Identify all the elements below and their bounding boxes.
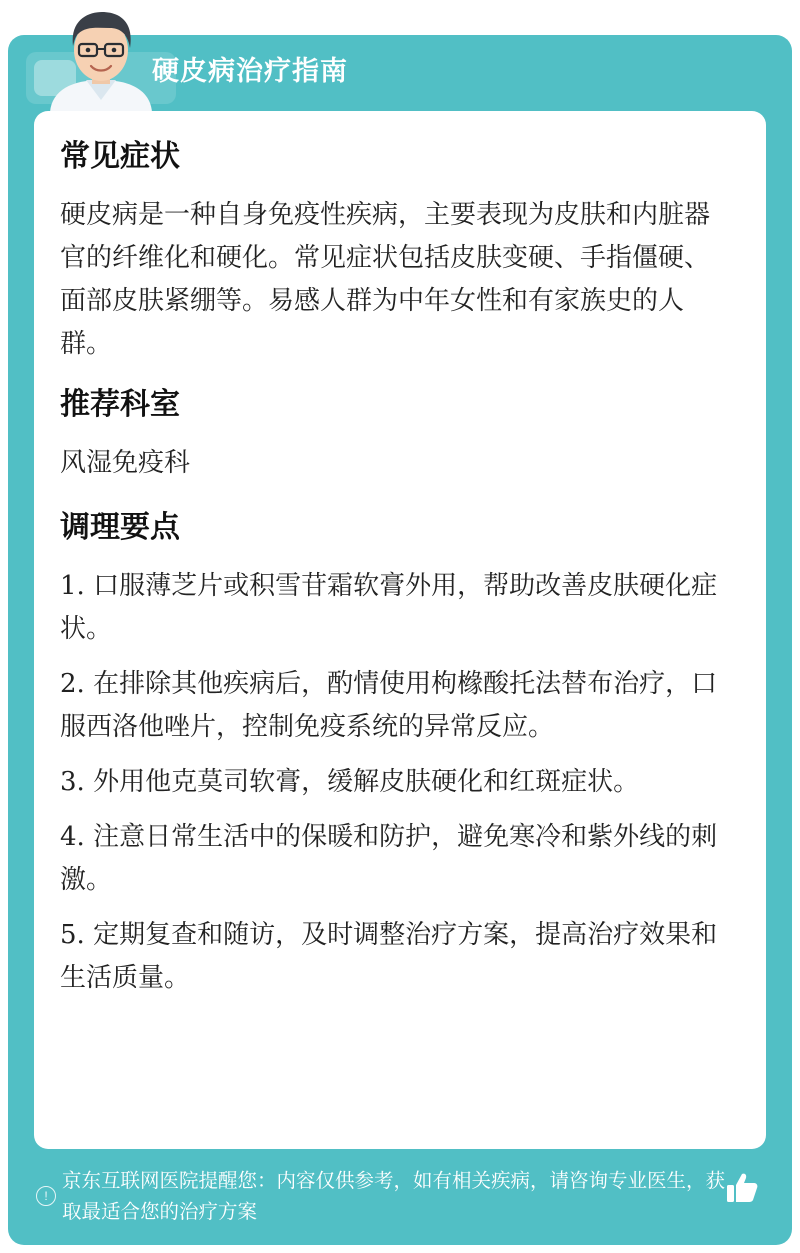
list-item-number: 5. — [60, 920, 85, 950]
footer-disclaimer: 京东互联网医院提醒您：内容仅供参考，如有相关疾病，请咨询专业医生，获取最适合您的治疗方案 — [62, 1169, 726, 1223]
list-item — [60, 816, 730, 902]
thumbs-up-icon[interactable] — [724, 1170, 760, 1206]
symptoms-heading: 常见症状 — [60, 139, 180, 174]
list-item-number: 2. — [60, 669, 85, 699]
list-item — [60, 663, 730, 749]
guide-content — [60, 128, 730, 1012]
care-list — [60, 565, 730, 1000]
department-text: 风湿免疫科 — [60, 448, 191, 478]
list-item-number: 3. — [60, 767, 85, 797]
list-item — [60, 914, 730, 1000]
list-item-text: 口服薄芝片或积雪苷霜软膏外用，帮助改善皮肤硬化症状。 — [60, 571, 718, 644]
list-item — [60, 565, 730, 651]
list-item — [60, 761, 730, 804]
symptoms-text: 硬皮病是一种自身免疫性疾病，主要表现为皮肤和内脏器官的纤维化和硬化。常见症状包括皮肤变硬、手指僵硬、面部皮肤紧绷等。易感人群为中年女性和有家族史的人群。 — [60, 200, 711, 359]
page-title: 硬皮病治疗指南 — [152, 56, 348, 87]
list-item-text: 注意日常生活中的保暖和防护，避免寒冷和紫外线的刺激。 — [60, 822, 718, 895]
list-item-text: 外用他克莫司软膏，缓解皮肤硬化和红斑症状。 — [93, 767, 640, 797]
info-circle-icon: ! — [36, 1186, 56, 1206]
list-item-number: 1. — [60, 571, 85, 601]
list-item-text: 定期复查和随访，及时调整治疗方案，提高治疗效果和生活质量。 — [60, 920, 718, 993]
doctor-avatar — [42, 6, 160, 112]
list-item-number: 4. — [60, 822, 85, 852]
list-item-text: 在排除其他疾病后，酌情使用枸橼酸托法替布治疗，口服西洛他唑片，控制免疫系统的异常反应。 — [60, 669, 718, 742]
department-heading: 推荐科室 — [60, 387, 180, 422]
care-heading: 调理要点 — [60, 510, 180, 545]
